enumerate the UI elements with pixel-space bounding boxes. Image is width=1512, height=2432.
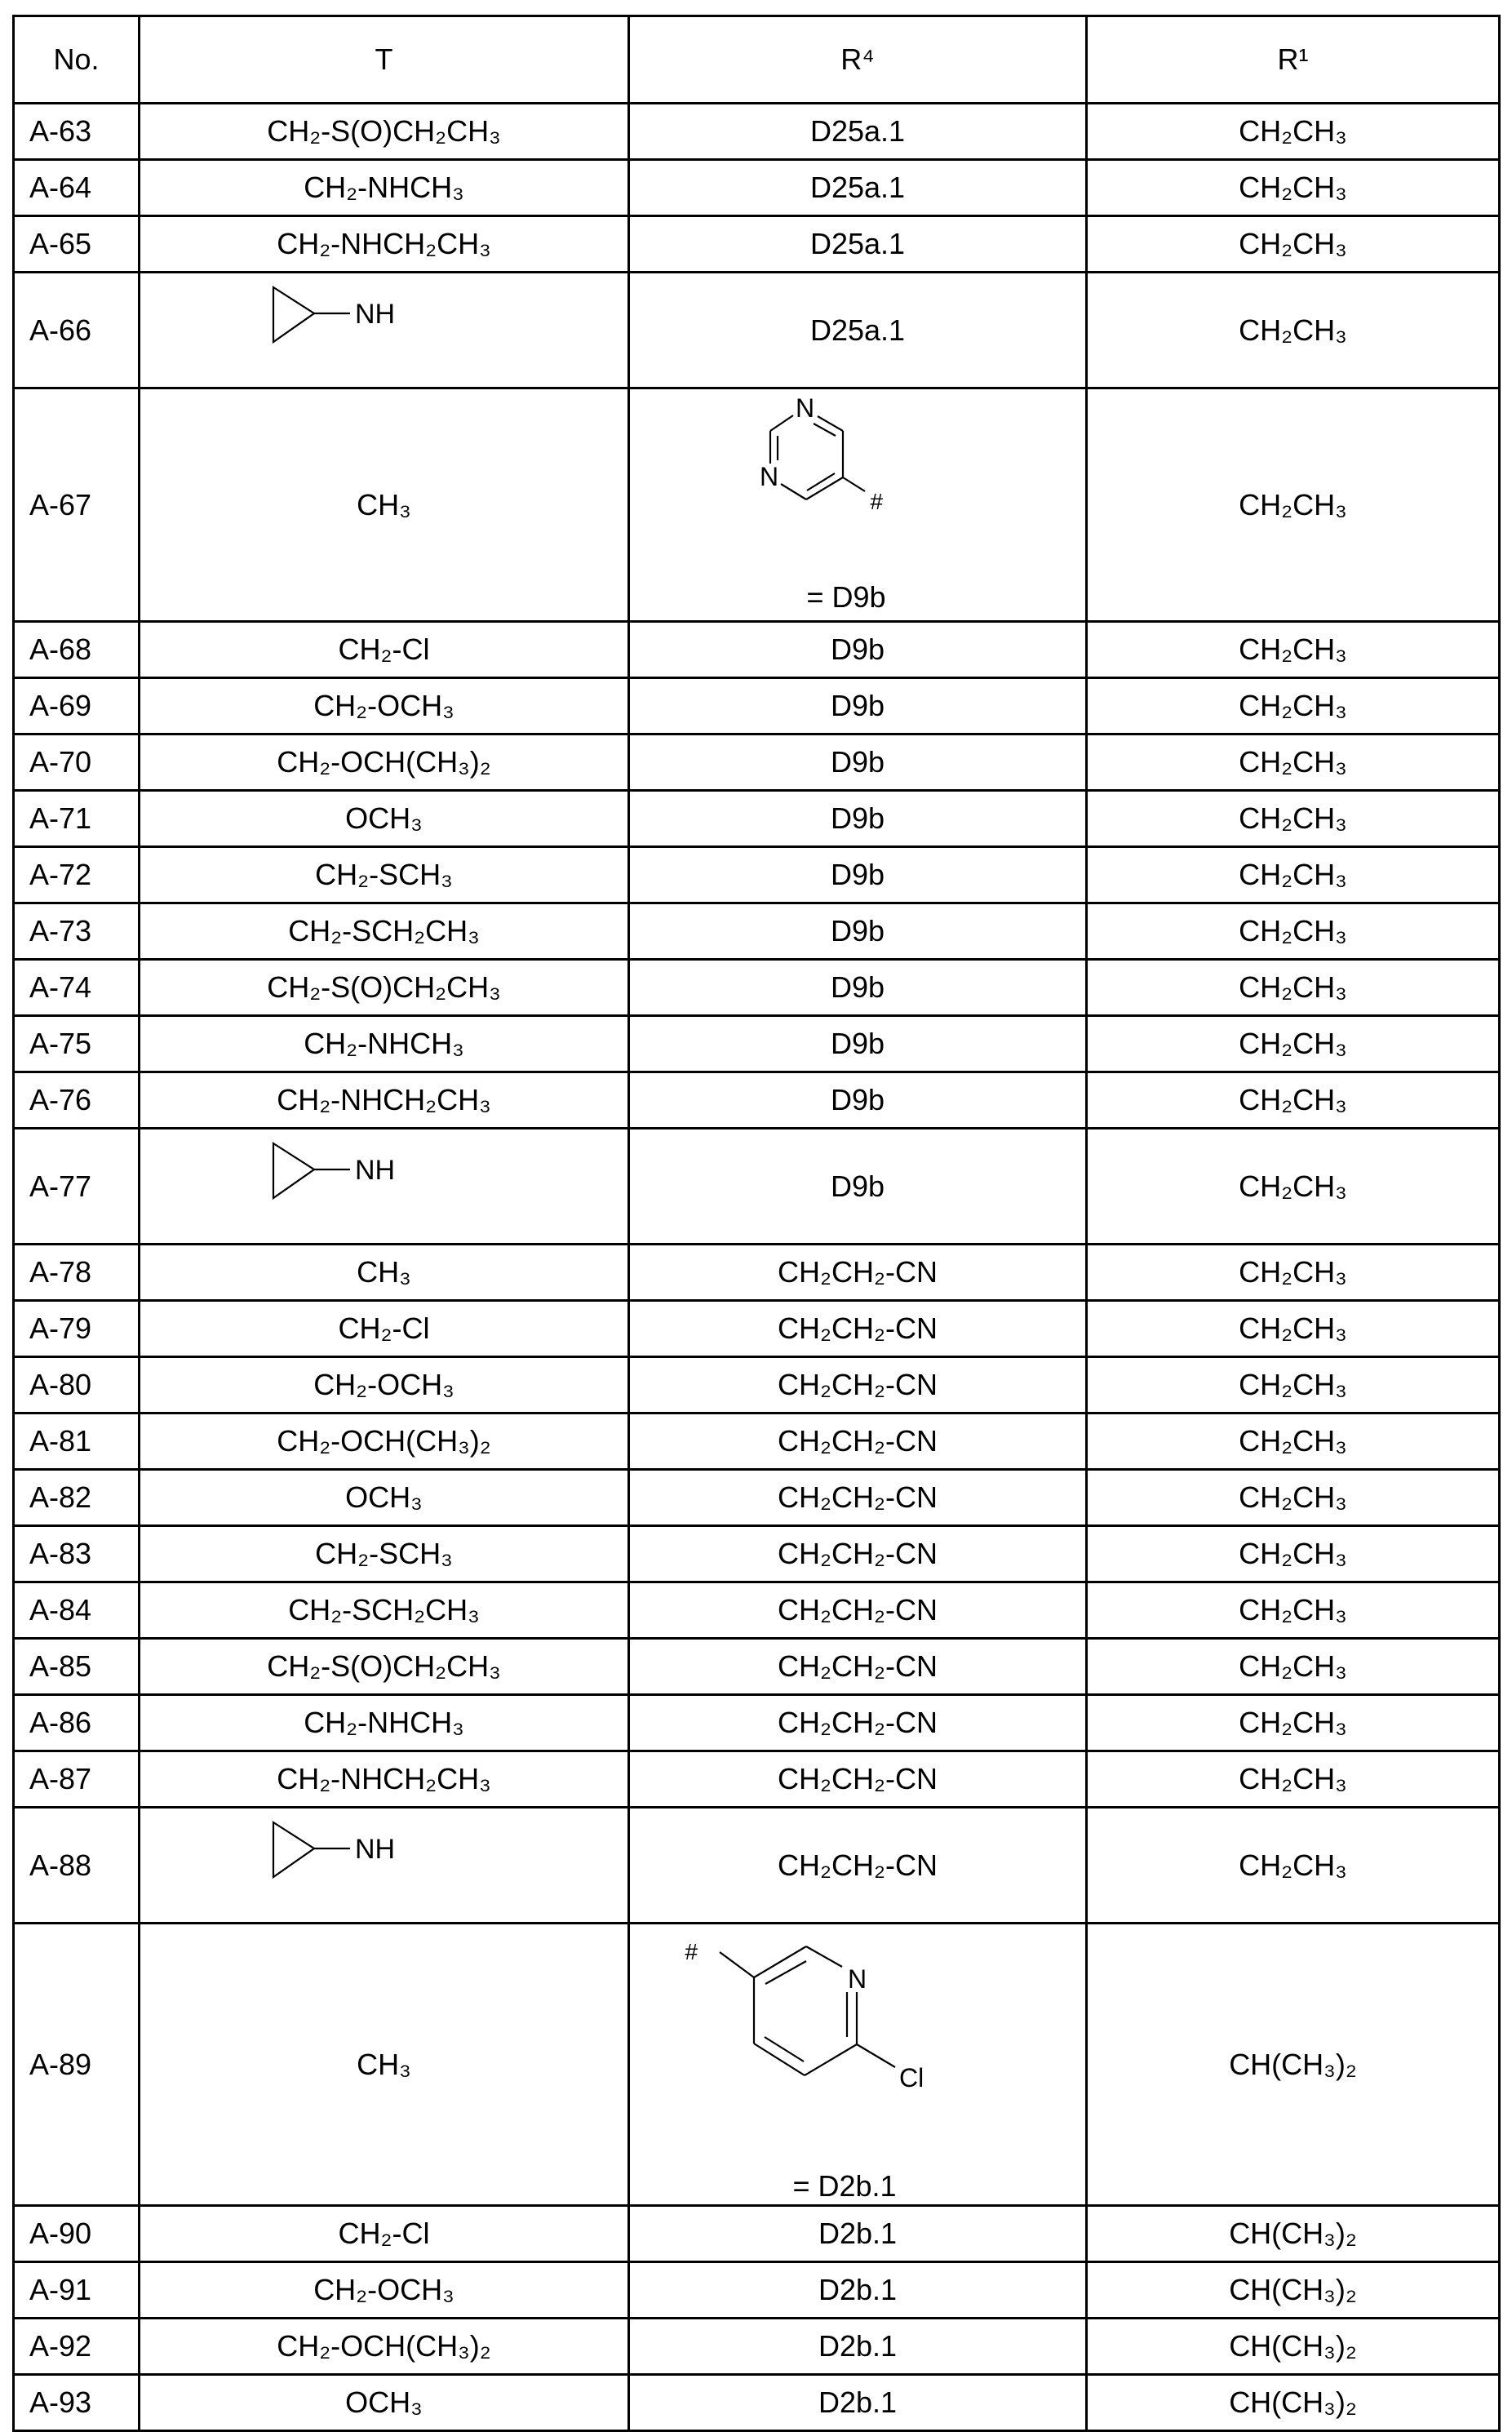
cell-r1: CH₂CH₃: [1087, 104, 1500, 160]
header-r4: R⁴: [629, 16, 1087, 104]
table-row: [14, 1639, 1500, 1695]
table-row: [14, 2262, 1500, 2319]
table-row: [14, 903, 1500, 960]
structure-caption: = D9b: [806, 580, 885, 614]
cell-no: A-81: [14, 1413, 140, 1470]
header-row: [14, 16, 1500, 104]
table-row: [14, 1695, 1500, 1751]
table-body: [14, 104, 1500, 2431]
table-row: [14, 791, 1500, 847]
attachment-mark: #: [685, 1939, 698, 1964]
table-row: [14, 1245, 1500, 1301]
cell-no: A-77: [14, 1129, 140, 1245]
cell-t: CH₂-SCH₂CH₃: [140, 903, 629, 960]
cell-t: CH₂-S(O)CH₂CH₃: [140, 1639, 629, 1695]
cell-r4: CH₂CH₂-CN: [629, 1301, 1087, 1357]
cell-no: A-70: [14, 734, 140, 791]
cell-no: A-84: [14, 1582, 140, 1639]
cell-no: A-85: [14, 1639, 140, 1695]
cell-r4: D9b: [629, 1129, 1087, 1245]
header-no: No.: [14, 16, 140, 104]
table-row: [14, 1129, 1500, 1245]
chloropyridine-structure: [630, 1924, 1088, 2204]
cell-r1: CH₂CH₃: [1087, 1470, 1500, 1526]
cell-r4: CH₂CH₂-CN: [629, 1413, 1087, 1470]
cell-r1: CH₂CH₃: [1087, 1129, 1500, 1245]
cell-r4: [629, 1924, 1087, 2206]
cell-r4: D9b: [629, 678, 1087, 734]
cell-r1: CH₂CH₃: [1087, 1245, 1500, 1301]
cell-r4: CH₂CH₂-CN: [629, 1695, 1087, 1751]
cell-t: CH₂-OCH₃: [140, 2262, 629, 2319]
cell-no: A-90: [14, 2206, 140, 2262]
cell-no: A-72: [14, 847, 140, 903]
cell-no: A-82: [14, 1470, 140, 1526]
table-row: [14, 622, 1500, 678]
cell-no: A-86: [14, 1695, 140, 1751]
cell-r1: CH₂CH₃: [1087, 791, 1500, 847]
cell-no: A-93: [14, 2375, 140, 2431]
cell-t: CH₂-OCH₃: [140, 678, 629, 734]
cell-t: CH₂-NHCH₂CH₃: [140, 216, 629, 273]
cell-no: A-87: [14, 1751, 140, 1808]
cell-no: A-78: [14, 1245, 140, 1301]
cell-t: CH₂-OCH(CH₃)₂: [140, 1413, 629, 1470]
cell-r4: D2b.1: [629, 2375, 1087, 2431]
header-r1: R¹: [1087, 16, 1500, 104]
cell-r1: CH₂CH₃: [1087, 273, 1500, 388]
table-row: [14, 734, 1500, 791]
table-row: [14, 2375, 1500, 2431]
cell-r1: CH₂CH₃: [1087, 1413, 1500, 1470]
cell-r4: [629, 388, 1087, 622]
cell-no: A-64: [14, 160, 140, 216]
cell-t: CH₂-NHCH₃: [140, 1695, 629, 1751]
cell-no: A-88: [14, 1808, 140, 1924]
cell-t: CH₂-SCH₂CH₃: [140, 1582, 629, 1639]
cell-t: OCH₃: [140, 1470, 629, 1526]
cell-no: A-68: [14, 622, 140, 678]
cell-no: A-79: [14, 1301, 140, 1357]
cell-r1: CH₂CH₃: [1087, 847, 1500, 903]
table-row: [14, 1413, 1500, 1470]
cell-no: A-67: [14, 388, 140, 622]
cell-no: A-76: [14, 1072, 140, 1129]
cell-r1: CH₂CH₃: [1087, 960, 1500, 1016]
n-label: N: [848, 1964, 867, 1994]
table-row: [14, 678, 1500, 734]
cell-t: CH₃: [140, 388, 629, 622]
cell-r1: CH₂CH₃: [1087, 1582, 1500, 1639]
cell-t: OCH₃: [140, 2375, 629, 2431]
header-t: T: [140, 16, 629, 104]
cell-r4: D2b.1: [629, 2262, 1087, 2319]
cell-t: CH₂-Cl: [140, 2206, 629, 2262]
cell-r4: CH₂CH₂-CN: [629, 1808, 1087, 1924]
cell-r1: CH₂CH₃: [1087, 678, 1500, 734]
cell-r1: CH₂CH₃: [1087, 734, 1500, 791]
table-row: [14, 160, 1500, 216]
cell-r1: CH₂CH₃: [1087, 903, 1500, 960]
pyrimidine-structure: [630, 389, 1088, 620]
cell-no: A-66: [14, 273, 140, 388]
cell-r1: CH₂CH₃: [1087, 1526, 1500, 1582]
cell-r4: D9b: [629, 1072, 1087, 1129]
cell-r4: CH₂CH₂-CN: [629, 1639, 1087, 1695]
cell-r4: D25a.1: [629, 104, 1087, 160]
cell-r4: D25a.1: [629, 160, 1087, 216]
cell-no: A-74: [14, 960, 140, 1016]
cyclopropylamine-structure: [140, 1129, 630, 1243]
n-label: N: [796, 393, 814, 423]
table-row: [14, 1301, 1500, 1357]
cell-t: [140, 1129, 629, 1245]
cell-r1: CH₂CH₃: [1087, 388, 1500, 622]
cell-r4: D2b.1: [629, 2319, 1087, 2375]
cell-r1: CH(CH₃)₂: [1087, 2206, 1500, 2262]
table-row: [14, 273, 1500, 388]
table-row: [14, 1072, 1500, 1129]
cell-t: [140, 1808, 629, 1924]
cell-no: A-83: [14, 1526, 140, 1582]
cell-r1: CH(CH₃)₂: [1087, 2375, 1500, 2431]
cell-t: CH₂-SCH₃: [140, 1526, 629, 1582]
cell-t: CH₂-SCH₃: [140, 847, 629, 903]
cell-r1: CH₂CH₃: [1087, 1639, 1500, 1695]
cell-no: A-92: [14, 2319, 140, 2375]
nh-label: NH: [355, 299, 395, 330]
nh-label: NH: [355, 1155, 395, 1186]
cyclopropylamine-structure: [140, 1808, 630, 1922]
cell-r4: CH₂CH₂-CN: [629, 1582, 1087, 1639]
table-row: [14, 2206, 1500, 2262]
table-row: [14, 847, 1500, 903]
cell-r4: D9b: [629, 791, 1087, 847]
cell-r1: CH(CH₃)₂: [1087, 2262, 1500, 2319]
table-row: [14, 1808, 1500, 1924]
cell-t: CH₃: [140, 1245, 629, 1301]
cell-r4: CH₂CH₂-CN: [629, 1470, 1087, 1526]
table-row: [14, 104, 1500, 160]
cell-t: CH₂-OCH(CH₃)₂: [140, 2319, 629, 2375]
cell-t: CH₂-NHCH₂CH₃: [140, 1751, 629, 1808]
table-row: [14, 216, 1500, 273]
cell-t: CH₂-NHCH₃: [140, 1016, 629, 1072]
cell-r4: D9b: [629, 903, 1087, 960]
table-row: [14, 2319, 1500, 2375]
cyclopropylamine-structure: [140, 273, 630, 387]
cell-r4: D9b: [629, 847, 1087, 903]
compound-table: [12, 15, 1501, 2432]
table-row: [14, 1470, 1500, 1526]
cell-t: CH₂-S(O)CH₂CH₃: [140, 104, 629, 160]
cell-r1: CH(CH₃)₂: [1087, 1924, 1500, 2206]
cell-no: A-65: [14, 216, 140, 273]
cell-no: A-71: [14, 791, 140, 847]
cell-t: CH₂-S(O)CH₂CH₃: [140, 960, 629, 1016]
cell-no: A-69: [14, 678, 140, 734]
cell-no: A-63: [14, 104, 140, 160]
cell-r4: D9b: [629, 622, 1087, 678]
cell-r4: CH₂CH₂-CN: [629, 1526, 1087, 1582]
cell-t: CH₂-OCH₃: [140, 1357, 629, 1413]
cell-r4: CH₂CH₂-CN: [629, 1751, 1087, 1808]
table-row: [14, 388, 1500, 622]
cell-r4: D9b: [629, 1016, 1087, 1072]
cell-t: [140, 273, 629, 388]
structure-caption: = D2b.1: [792, 2169, 896, 2203]
table-row: [14, 1526, 1500, 1582]
table-row: [14, 1582, 1500, 1639]
table-row: [14, 1016, 1500, 1072]
table-row: [14, 1924, 1500, 2206]
cell-r1: CH₂CH₃: [1087, 1016, 1500, 1072]
cell-r4: D25a.1: [629, 216, 1087, 273]
cell-r1: CH₂CH₃: [1087, 1751, 1500, 1808]
cell-t: OCH₃: [140, 791, 629, 847]
cell-r1: CH₂CH₃: [1087, 1357, 1500, 1413]
table-row: [14, 960, 1500, 1016]
cell-t: CH₂-OCH(CH₃)₂: [140, 734, 629, 791]
cell-r1: CH₂CH₃: [1087, 622, 1500, 678]
cell-r4: CH₂CH₂-CN: [629, 1245, 1087, 1301]
cell-no: A-91: [14, 2262, 140, 2319]
cell-no: A-80: [14, 1357, 140, 1413]
cell-t: CH₂-NHCH₂CH₃: [140, 1072, 629, 1129]
cell-no: A-75: [14, 1016, 140, 1072]
cell-r1: CH₂CH₃: [1087, 216, 1500, 273]
table-row: [14, 1357, 1500, 1413]
cell-t: CH₂-Cl: [140, 622, 629, 678]
n-label: N: [760, 462, 778, 491]
cl-label: Cl: [899, 2063, 924, 2092]
cell-r1: CH(CH₃)₂: [1087, 2319, 1500, 2375]
cell-t: CH₂-Cl: [140, 1301, 629, 1357]
cell-r4: D2b.1: [629, 2206, 1087, 2262]
cell-r1: CH₂CH₃: [1087, 160, 1500, 216]
cell-t: CH₃: [140, 1924, 629, 2206]
cell-r4: D9b: [629, 734, 1087, 791]
cell-t: CH₂-NHCH₃: [140, 160, 629, 216]
table-row: [14, 1751, 1500, 1808]
cell-r4: D9b: [629, 960, 1087, 1016]
cell-r1: CH₂CH₃: [1087, 1808, 1500, 1924]
cell-no: A-89: [14, 1924, 140, 2206]
attachment-mark: #: [870, 489, 883, 514]
nh-label: NH: [355, 1834, 395, 1865]
cell-r1: CH₂CH₃: [1087, 1072, 1500, 1129]
cell-r4: D25a.1: [629, 273, 1087, 388]
cell-r1: CH₂CH₃: [1087, 1695, 1500, 1751]
cell-no: A-73: [14, 903, 140, 960]
cell-r4: CH₂CH₂-CN: [629, 1357, 1087, 1413]
cell-r1: CH₂CH₃: [1087, 1301, 1500, 1357]
